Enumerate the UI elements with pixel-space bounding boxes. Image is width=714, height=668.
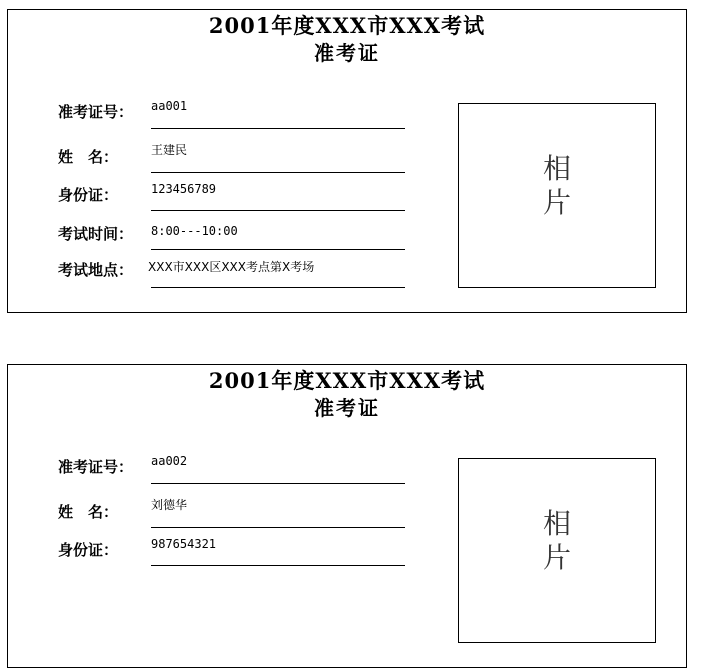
exam-time-value: 8:00---10:00 <box>151 224 238 238</box>
photo-label-line1: 相 <box>542 507 571 540</box>
name-label: 姓 名： <box>58 503 119 521</box>
underline <box>151 210 405 211</box>
exam-location-label: 考试地点： <box>58 261 134 279</box>
ticket-number-label: 准考证号： <box>58 103 134 121</box>
exam-time-label: 考试时间： <box>58 225 134 243</box>
admission-ticket-card <box>7 9 687 313</box>
ticket-title: 2001年度XXX市XXX考试 <box>208 368 486 393</box>
ticket-number-label: 准考证号： <box>58 458 134 476</box>
ticket-number-row <box>8 98 428 128</box>
photo-label <box>459 507 655 575</box>
ticket-number-value: aa002 <box>151 454 188 468</box>
exam-location-row <box>8 256 428 286</box>
id-card-row <box>8 180 428 210</box>
underline <box>151 287 405 288</box>
underline <box>151 128 405 129</box>
ticket-subtitle: 准考证 <box>314 396 380 420</box>
name-value: 刘德华 <box>151 498 188 512</box>
name-row <box>8 495 428 525</box>
underline <box>151 172 405 173</box>
photo-placeholder <box>458 103 656 288</box>
ticket-number-value: aa001 <box>151 99 188 113</box>
id-card-value: 123456789 <box>151 182 217 196</box>
exam-location-value: XXX市XXX区XXX考点第X考场 <box>148 260 315 274</box>
id-card-value: 987654321 <box>151 537 217 551</box>
id-card-row <box>8 535 428 565</box>
ticket-title: 2001年度XXX市XXX考试 <box>208 13 486 38</box>
photo-label-line2: 片 <box>542 541 571 574</box>
underline <box>151 483 405 484</box>
name-value: 王建民 <box>151 143 188 157</box>
id-card-label: 身份证： <box>58 541 119 559</box>
name-row <box>8 140 428 170</box>
exam-time-row <box>8 220 428 250</box>
id-card-label: 身份证： <box>58 186 119 204</box>
admission-ticket-card <box>7 364 687 668</box>
photo-label-line1: 相 <box>542 152 571 185</box>
photo-label-line2: 片 <box>542 186 571 219</box>
ticket-number-row <box>8 453 428 483</box>
ticket-subtitle: 准考证 <box>314 41 380 65</box>
underline <box>151 527 405 528</box>
underline <box>151 249 405 250</box>
photo-placeholder <box>458 458 656 643</box>
photo-label <box>459 152 655 220</box>
name-label: 姓 名： <box>58 148 119 166</box>
underline <box>151 565 405 566</box>
